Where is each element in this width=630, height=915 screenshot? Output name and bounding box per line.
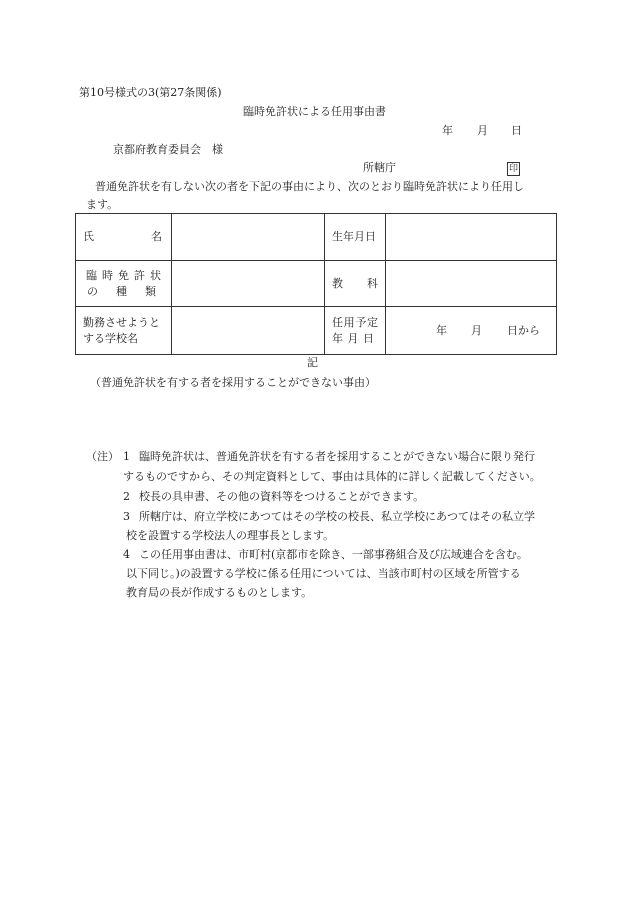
date-year-label: 年: [442, 124, 453, 137]
seal-icon: 印: [508, 164, 518, 174]
appointment-date-value-cell[interactable]: [386, 307, 557, 355]
form-number: 第10号様式の3(第27条関係): [79, 86, 222, 99]
note-1-line-2: するものですから、その判定資料として、事由は具体的に詳しく記載してください。: [123, 470, 541, 483]
date-month-label: 月: [477, 124, 488, 137]
note-3-number: 3: [123, 510, 130, 523]
note-4-line-1: この任用事由書は、市町村(京都市を除き、一部事務組合及び広域連合を含む。: [139, 548, 528, 561]
appoint-month-label: 月: [471, 323, 482, 337]
note-1-line-1: 臨時免許状は、普通免許状を有する者を採用することができない場合に限り発行: [139, 450, 535, 463]
note-1-number: 1: [123, 450, 130, 463]
note-2-line-1: 校長の具申書、その他の資料等をつけることができます。: [139, 490, 425, 503]
reason-heading: （普通免許状を有する者を採用することができない事由）: [90, 376, 376, 389]
birth-value-cell[interactable]: [386, 214, 557, 261]
appointment-form-table: [75, 213, 557, 355]
note-4-number: 4: [123, 548, 130, 561]
seal-mark: [507, 160, 520, 176]
document-title: 臨時免許状による任用事由書: [243, 105, 386, 118]
birth-label-cell: 生年月日: [325, 214, 386, 261]
office-label: 所轄庁: [363, 161, 396, 174]
date-day-label: 日: [511, 124, 522, 137]
school-label-cell: 勤務させようと する学校名: [76, 307, 172, 355]
addressee: 京都府教育委員会 様: [113, 143, 223, 156]
note-4-line-3: 教育局の長が作成するものとします。: [126, 586, 313, 599]
appoint-year-label: 年: [436, 323, 447, 337]
note-2-number: 2: [123, 490, 130, 503]
note-3-line-2: 校を設置する学校法人の理事長とします。: [126, 529, 335, 542]
note-3-line-1: 所轄庁は、府立学校にあつてはその学校の校長、私立学校にあつてはその私立学: [139, 510, 535, 523]
license-type-value-cell[interactable]: [172, 261, 325, 307]
intro-line-1: 普通免許状を有しない次の者を下記の事由により、次のとおり臨時免許状により任用し: [95, 180, 524, 193]
school-value-cell[interactable]: [172, 307, 325, 355]
notes-label: （注）: [86, 450, 119, 463]
name-label-cell: 氏 名: [76, 214, 172, 261]
name-value-cell[interactable]: [172, 214, 325, 261]
license-type-label-cell: 臨 時 免 許 状 の 種 類: [76, 261, 172, 307]
subject-value-cell[interactable]: [386, 261, 557, 307]
appointment-date-label-cell: 任 用 予 定 年 月 日: [325, 307, 386, 355]
appoint-day-from-label: 日から: [507, 323, 540, 337]
intro-line-2: ます。: [86, 198, 119, 211]
ki-heading: 記: [307, 356, 318, 369]
note-4-line-2: 以下同じ。)の設置する学校に係る任用については、当該市町村の区域を所管する: [126, 567, 521, 580]
subject-label-cell: 教 科: [325, 261, 386, 307]
